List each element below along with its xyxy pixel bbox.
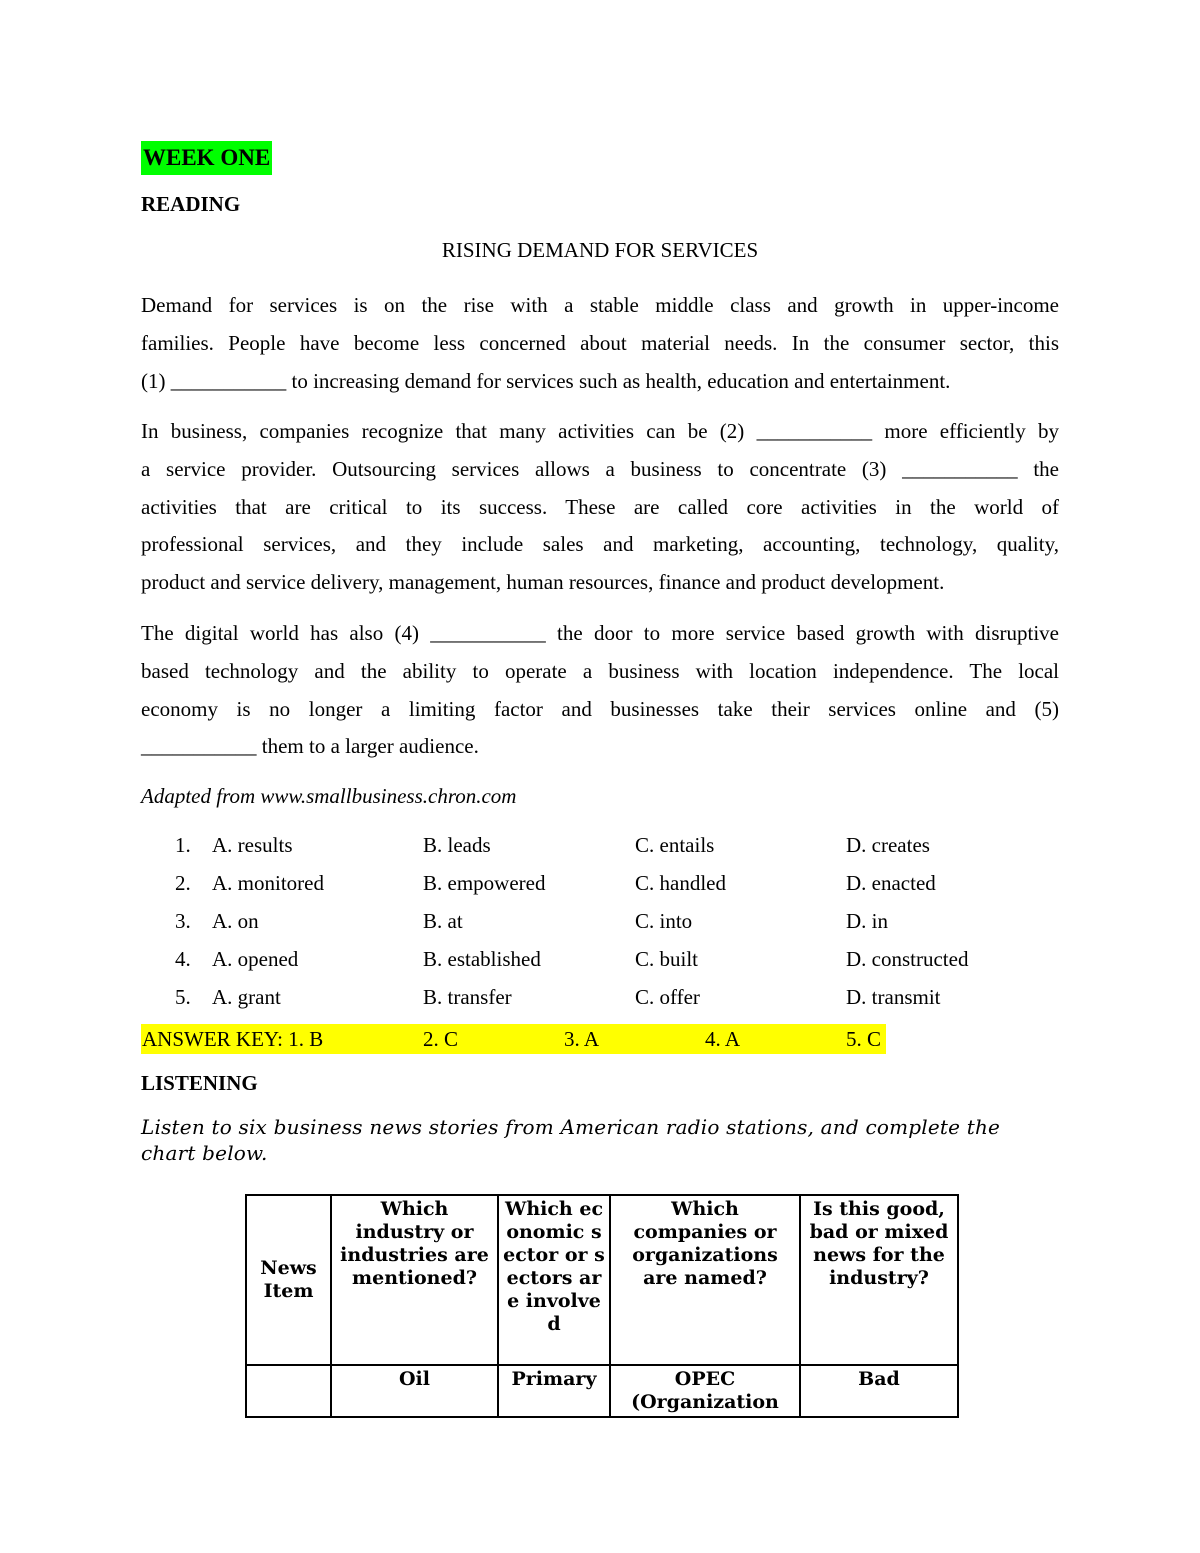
cell-companies: OPEC (Organization (610, 1365, 800, 1417)
header-industry: Which industry or industries are mentioned? (331, 1195, 498, 1365)
paragraph-line: product and service delivery, management, human resources, finance and product development. (141, 570, 945, 595)
question-row (141, 943, 1059, 981)
question-number: 3. (175, 909, 191, 933)
question-row (141, 905, 1059, 943)
answer-key-2: 2. C (423, 1027, 459, 1051)
question-number: 4. (175, 947, 191, 971)
cell-news-type: Bad (800, 1365, 958, 1417)
option-b: B. transfer (423, 985, 512, 1009)
paragraph-line: The digital world has also (4) ___________ the door to more service based growth with disruptive (141, 621, 1059, 645)
option-b: B. at (423, 909, 463, 933)
paragraph-line: a service provider. Outsourcing services allows a business to concentrate (3) ___________ the (141, 456, 1059, 481)
header-news-item: News Item (246, 1195, 331, 1365)
week-label: WEEK ONE (141, 141, 272, 175)
answer-key-3: 3. A (564, 1027, 600, 1051)
answer-key (141, 1024, 886, 1054)
option-a: A. monitored (212, 871, 324, 895)
paragraph-3 (141, 615, 1059, 766)
paragraph-line: activities that are critical to its success. These are called core activities in the world of (141, 494, 1059, 519)
question-list (141, 829, 1059, 1019)
option-c: C. into (635, 909, 693, 933)
question-number: 5. (175, 985, 191, 1009)
option-d: D. creates (846, 833, 930, 857)
option-c: C. entails (635, 833, 715, 857)
source-citation: Adapted from www.smallbusiness.chron.com (141, 784, 517, 808)
header-news-type: Is this good, bad or mixed news for the industry? (800, 1195, 958, 1365)
question-row (141, 829, 1059, 867)
question-number: 2. (175, 871, 191, 895)
option-b: B. established (423, 947, 541, 971)
option-c: C. built (635, 947, 699, 971)
cell-sector: Primary (498, 1365, 610, 1417)
paragraph-line: Demand for services is on the rise with a stable middle class and growth in upper-income (141, 293, 1059, 317)
table-row (246, 1365, 958, 1417)
listening-instructions: Listen to six business news stories from American radio stations, and complete the chart below. (141, 1115, 1001, 1165)
question-row (141, 867, 1059, 905)
option-a: A. on (212, 909, 259, 933)
table-header-row (246, 1195, 958, 1365)
answer-key-4: 4. A (705, 1027, 741, 1051)
paragraph-line: economy is no longer a limiting factor and businesses take their services online and (5) (141, 696, 1059, 721)
cell-industry: Oil (331, 1365, 498, 1417)
reading-heading: READING (141, 192, 241, 216)
article-title: RISING DEMAND FOR SERVICES (441, 238, 759, 262)
option-d: D. transmit (846, 985, 941, 1009)
option-a: A. opened (212, 947, 299, 971)
header-companies: Which companies or organizations are named? (610, 1195, 800, 1365)
paragraph-line: families. People have become less concerned about material needs. In the consumer sector, this (141, 330, 1059, 355)
option-d: D. in (846, 909, 888, 933)
option-a: A. results (212, 833, 293, 857)
option-d: D. constructed (846, 947, 969, 971)
option-b: B. empowered (423, 871, 546, 895)
listening-heading: LISTENING (141, 1071, 258, 1095)
option-a: A. grant (212, 985, 281, 1009)
option-d: D. enacted (846, 871, 936, 895)
question-number: 1. (175, 833, 191, 857)
question-row (141, 981, 1059, 1019)
paragraph-line: professional services, and they include sales and marketing, accounting, technology, quality, (141, 532, 1059, 557)
answer-key-1: ANSWER KEY: 1. B (142, 1027, 324, 1051)
paragraph-line: In business, companies recognize that many activities can be (2) ___________ more efficiently by (141, 419, 1059, 443)
paragraph-line: ___________ them to a larger audience. (141, 734, 479, 759)
paragraph-1 (141, 287, 1059, 400)
cell-item (246, 1365, 331, 1417)
header-sector: Which economic sector or sectors are involved (498, 1195, 610, 1365)
answer-key-5: 5. C (846, 1027, 882, 1051)
option-c: C. handled (635, 871, 726, 895)
option-c: C. offer (635, 985, 700, 1009)
option-b: B. leads (423, 833, 491, 857)
news-chart-table (245, 1194, 959, 1418)
paragraph-line: (1) ___________ to increasing demand for services such as health, education and entertainment. (141, 368, 951, 393)
paragraph-line: based technology and the ability to operate a business with location independence. The local (141, 658, 1059, 683)
paragraph-2 (141, 413, 1059, 602)
